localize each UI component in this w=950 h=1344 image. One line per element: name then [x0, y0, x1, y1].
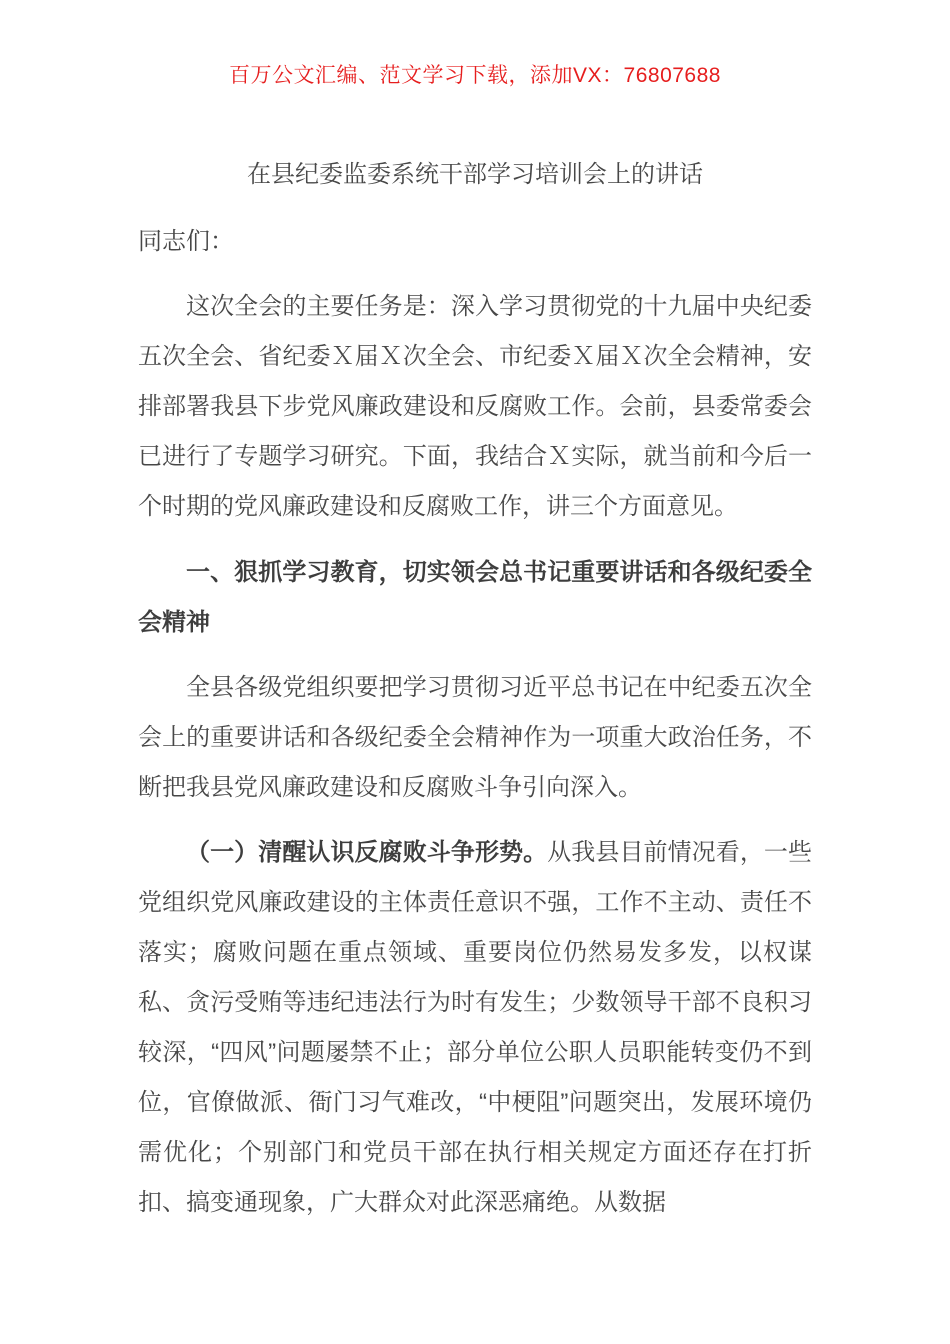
paragraph-section1-lead: 全县各级党组织要把学习贯彻习近平总书记在中纪委五次全会上的重要讲话和各级纪委全会精神作为一项重大政治任务，不断把我县党风廉政建设和反腐败斗争引向深入。 — [138, 674, 812, 801]
document-title: 在县纪委监委系统干部学习培训会上的讲话 — [247, 161, 703, 188]
paragraph-intro: 这次全会的主要任务是：深入学习贯彻党的十九届中央纪委五次全会、省纪委Ｘ届Ｘ次全会、市纪委Ｘ届Ｘ次全会精神，安排部署我县下步党风廉政建设和反腐败工作。会前，县委常委会已进行了专题学习研究。下面，我结合Ｘ实际，就当前和今后一个时期的党风廉政建设和反腐败工作，讲三个方面意见。 — [138, 293, 812, 520]
subsection-1-heading: （一）清醒认识反腐败斗争形势。 — [186, 839, 548, 866]
salutation: 同志们： — [138, 228, 234, 255]
paragraph-subsection-1 — [138, 828, 812, 1228]
ad-banner-text: 百万公文汇编、范文学习下载，添加VX：76807688 — [229, 64, 721, 87]
section-heading-1: 一、狠抓学习教育，切实领会总书记重要讲话和各级纪委全会精神 — [138, 559, 812, 636]
subsection-1-body: 从我县目前情况看，一些党组织党风廉政建设的主体责任意识不强，工作不主动、责任不落实；腐败问题在重点领域、重要岗位仍然易发多发，以权谋私、贪污受贿等违纪违法行为时有发生；少数领导干部不良积习较深，“四风”问题屡禁不止；部分单位公职人员职能转变仍不到位，官僚做派、衙门习气难改，“中梗阻”问题突出，发展环境仍需优化；个别部门和党员干部在执行相关规定方面还存在打折扣、搞变通现象，广大群众对此深恶痛绝。从数据 — [138, 839, 813, 1216]
